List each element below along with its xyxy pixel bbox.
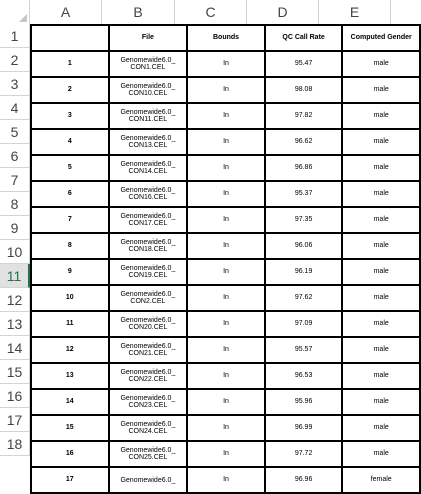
cell-index[interactable]: 11	[31, 311, 109, 337]
cell-qc-call-rate[interactable]: 97.09	[265, 311, 343, 337]
cell-index[interactable]: 16	[31, 441, 109, 467]
cell-qc-call-rate[interactable]: 95.37	[265, 181, 343, 207]
cell-index[interactable]: 7	[31, 207, 109, 233]
cell-file[interactable]	[109, 389, 188, 415]
cell-file[interactable]	[109, 467, 188, 493]
row-header-14[interactable]: 14	[0, 336, 30, 360]
file-name-line2: CON10.CEL	[128, 90, 168, 97]
row-header-6[interactable]: 6	[0, 144, 30, 168]
cell-bounds[interactable]: In	[187, 207, 265, 233]
table-row	[31, 363, 420, 389]
cell-qc-call-rate[interactable]: 96.06	[265, 233, 343, 259]
cell-file[interactable]	[109, 363, 188, 389]
table-row	[31, 51, 420, 77]
cell-computed-gender[interactable]: male	[342, 389, 420, 415]
cell-qc-call-rate[interactable]: 96.86	[265, 155, 343, 181]
cell-index[interactable]: 5	[31, 155, 109, 181]
cell-file[interactable]	[109, 155, 188, 181]
cell-computed-gender[interactable]: male	[342, 415, 420, 441]
file-name-line2: CON19.CEL	[128, 272, 168, 279]
table-row	[31, 233, 420, 259]
select-all-corner[interactable]	[0, 0, 30, 24]
column-header-c[interactable]: C	[175, 0, 247, 24]
cell-computed-gender[interactable]: male	[342, 103, 420, 129]
cell-file[interactable]	[109, 129, 188, 155]
cell-bounds[interactable]: In	[187, 441, 265, 467]
cell-index[interactable]: 9	[31, 259, 109, 285]
column-header-b[interactable]: B	[102, 0, 175, 24]
cell-computed-gender[interactable]: male	[342, 207, 420, 233]
file-name-line1: Genomewide6.0_	[120, 187, 176, 194]
file-name-line1: Genomewide6.0_	[120, 476, 176, 484]
cell-index[interactable]: 12	[31, 337, 109, 363]
cell-qc-call-rate[interactable]: 96.19	[265, 259, 343, 285]
file-name-line1: Genomewide6.0_	[120, 317, 176, 324]
cell-index[interactable]: 17	[31, 467, 109, 493]
cell-qc-call-rate[interactable]: 97.72	[265, 441, 343, 467]
file-name-line1: Genomewide6.0_	[120, 161, 176, 168]
cell-index[interactable]: 8	[31, 233, 109, 259]
file-name-line2: CON11.CEL	[128, 116, 168, 123]
file-name-line1: Genomewide6.0_	[120, 395, 176, 402]
cell-bounds[interactable]: In	[187, 233, 265, 259]
row-header-4[interactable]: 4	[0, 96, 30, 120]
cell-qc-call-rate[interactable]: 95.57	[265, 337, 343, 363]
table-row	[31, 337, 420, 363]
cell-computed-gender[interactable]: male	[342, 441, 420, 467]
file-name-line1: Genomewide6.0_	[120, 135, 176, 142]
cell-bounds[interactable]: In	[187, 363, 265, 389]
cell-computed-gender[interactable]: male	[342, 311, 420, 337]
table-row	[31, 285, 420, 311]
table-row	[31, 181, 420, 207]
cell-bounds[interactable]: In	[187, 467, 265, 493]
cell-computed-gender[interactable]: male	[342, 181, 420, 207]
file-name-line1: Genomewide6.0_	[120, 447, 176, 454]
row-header-16[interactable]: 16	[0, 384, 30, 408]
file-name-line2: CON13.CEL	[128, 142, 168, 149]
file-name-line1: Genomewide6.0_	[120, 343, 176, 350]
row-header-5[interactable]: 5	[0, 120, 30, 144]
row-header-bar	[0, 24, 30, 456]
row-header-13[interactable]: 13	[0, 312, 30, 336]
cell-header-file[interactable]: File	[109, 25, 188, 51]
column-header-a[interactable]: A	[30, 0, 102, 24]
row-header-2[interactable]: 2	[0, 48, 30, 72]
cell-qc-call-rate[interactable]: 97.62	[265, 285, 343, 311]
cell-file[interactable]	[109, 51, 188, 77]
file-name-line2: CON21.CEL	[128, 350, 168, 357]
table-row	[31, 77, 420, 103]
row-header-18[interactable]: 18	[0, 432, 30, 456]
cell-computed-gender[interactable]: male	[342, 155, 420, 181]
file-name-line2: CON20.CEL	[128, 324, 168, 331]
cell-bounds[interactable]: In	[187, 389, 265, 415]
cell-qc-call-rate[interactable]: 95.96	[265, 389, 343, 415]
cell-qc-call-rate[interactable]: 96.53	[265, 363, 343, 389]
table-row	[31, 259, 420, 285]
row-header-1[interactable]: 1	[0, 24, 30, 48]
cell-file[interactable]	[109, 259, 188, 285]
file-name-line2: CON17.CEL	[128, 220, 168, 227]
file-name-line2: CON25.CEL	[128, 454, 168, 461]
cell-bounds[interactable]: In	[187, 155, 265, 181]
file-name-line1: Genomewide6.0_	[120, 265, 176, 272]
row-header-7[interactable]: 7	[0, 168, 30, 192]
cell-bounds[interactable]: In	[187, 51, 265, 77]
cell-bounds[interactable]: In	[187, 181, 265, 207]
cell-index[interactable]: 4	[31, 129, 109, 155]
cell-qc-call-rate[interactable]: 97.82	[265, 103, 343, 129]
table-row	[31, 155, 420, 181]
data-table	[30, 24, 421, 494]
cell-computed-gender[interactable]: male	[342, 259, 420, 285]
file-name-line2: CON2.CEL	[130, 298, 166, 305]
column-header-overflow	[391, 0, 421, 24]
cell-bounds[interactable]: In	[187, 103, 265, 129]
cell-computed-gender[interactable]: male	[342, 129, 420, 155]
cell-bounds[interactable]: In	[187, 285, 265, 311]
cell-index[interactable]: 6	[31, 181, 109, 207]
file-name-line1: Genomewide6.0_	[120, 83, 176, 90]
cell-file[interactable]	[109, 207, 188, 233]
cell-computed-gender[interactable]: male	[342, 363, 420, 389]
row-header-12[interactable]: 12	[0, 288, 30, 312]
file-name-line1: Genomewide6.0_	[120, 57, 176, 64]
table-row	[31, 389, 420, 415]
cell-bounds[interactable]: In	[187, 311, 265, 337]
table-row	[31, 311, 420, 337]
cell-index[interactable]: 10	[31, 285, 109, 311]
column-header-e[interactable]: E	[319, 0, 391, 24]
cell-computed-gender[interactable]: male	[342, 337, 420, 363]
cell-index[interactable]: 13	[31, 363, 109, 389]
cell-index[interactable]: 15	[31, 415, 109, 441]
row-header-10[interactable]: 10	[0, 240, 30, 264]
cell-bounds[interactable]: In	[187, 129, 265, 155]
cell-header-bounds[interactable]: Bounds	[187, 25, 265, 51]
cell-bounds[interactable]: In	[187, 337, 265, 363]
header-row	[31, 25, 420, 51]
cell-bounds[interactable]: In	[187, 259, 265, 285]
cell-qc-call-rate[interactable]: 96.96	[265, 467, 343, 493]
row-header-11[interactable]: 11	[0, 264, 30, 288]
file-name-line2: CON18.CEL	[128, 246, 168, 253]
cell-qc-call-rate[interactable]: 97.35	[265, 207, 343, 233]
file-name-line1: Genomewide6.0_	[120, 213, 176, 220]
cell-computed-gender[interactable]: male	[342, 285, 420, 311]
cell-computed-gender[interactable]: male	[342, 77, 420, 103]
file-name-line2: CON16.CEL	[128, 194, 168, 201]
column-header-d[interactable]: D	[247, 0, 319, 24]
cell-index[interactable]: 2	[31, 77, 109, 103]
file-name-line2: CON23.CEL	[128, 402, 168, 409]
cell-header-index[interactable]	[31, 25, 109, 51]
cell-file[interactable]	[109, 311, 188, 337]
cell-index[interactable]: 3	[31, 103, 109, 129]
cell-header-computed-gender[interactable]: Computed Gender	[342, 25, 420, 51]
cell-qc-call-rate[interactable]: 96.99	[265, 415, 343, 441]
table-row	[31, 129, 420, 155]
cell-qc-call-rate[interactable]: 96.62	[265, 129, 343, 155]
cell-computed-gender[interactable]: male	[342, 51, 420, 77]
row-header-3[interactable]: 3	[0, 72, 30, 96]
file-name-line2: CON24.CEL	[128, 428, 168, 435]
cell-qc-call-rate[interactable]: 95.47	[265, 51, 343, 77]
cell-header-qc-call-rate[interactable]: QC Call Rate	[265, 25, 343, 51]
row-header-8[interactable]: 8	[0, 192, 30, 216]
cell-file[interactable]	[109, 103, 188, 129]
table-row	[31, 207, 420, 233]
row-header-9[interactable]: 9	[0, 216, 30, 240]
cell-file[interactable]	[109, 441, 188, 467]
row-header-17[interactable]: 17	[0, 408, 30, 432]
file-name-line2: CON1.CEL	[130, 64, 166, 71]
table-row	[31, 103, 420, 129]
row-header-15[interactable]: 15	[0, 360, 30, 384]
file-name-line1: Genomewide6.0_	[120, 109, 176, 116]
table-row	[31, 467, 420, 493]
cell-bounds[interactable]: In	[187, 415, 265, 441]
column-header-bar	[0, 0, 421, 25]
table-row	[31, 441, 420, 467]
table-row	[31, 415, 420, 441]
cell-computed-gender[interactable]: male	[342, 233, 420, 259]
cell-qc-call-rate[interactable]: 98.08	[265, 77, 343, 103]
file-name-line2: CON14.CEL	[128, 168, 168, 175]
cell-index[interactable]: 14	[31, 389, 109, 415]
cell-bounds[interactable]: In	[187, 77, 265, 103]
file-name-line1: Genomewide6.0_	[120, 291, 176, 298]
file-name-line1: Genomewide6.0_	[120, 369, 176, 376]
cell-file[interactable]	[109, 285, 188, 311]
cell-computed-gender[interactable]: female	[342, 467, 420, 493]
cell-file[interactable]	[109, 415, 188, 441]
file-name-line1: Genomewide6.0_	[120, 421, 176, 428]
cell-file[interactable]	[109, 77, 188, 103]
cell-file[interactable]	[109, 233, 188, 259]
file-name-line2: CON22.CEL	[128, 376, 168, 383]
cell-index[interactable]: 1	[31, 51, 109, 77]
cell-file[interactable]	[109, 337, 188, 363]
file-name-line1: Genomewide6.0_	[120, 239, 176, 246]
cell-file[interactable]	[109, 181, 188, 207]
